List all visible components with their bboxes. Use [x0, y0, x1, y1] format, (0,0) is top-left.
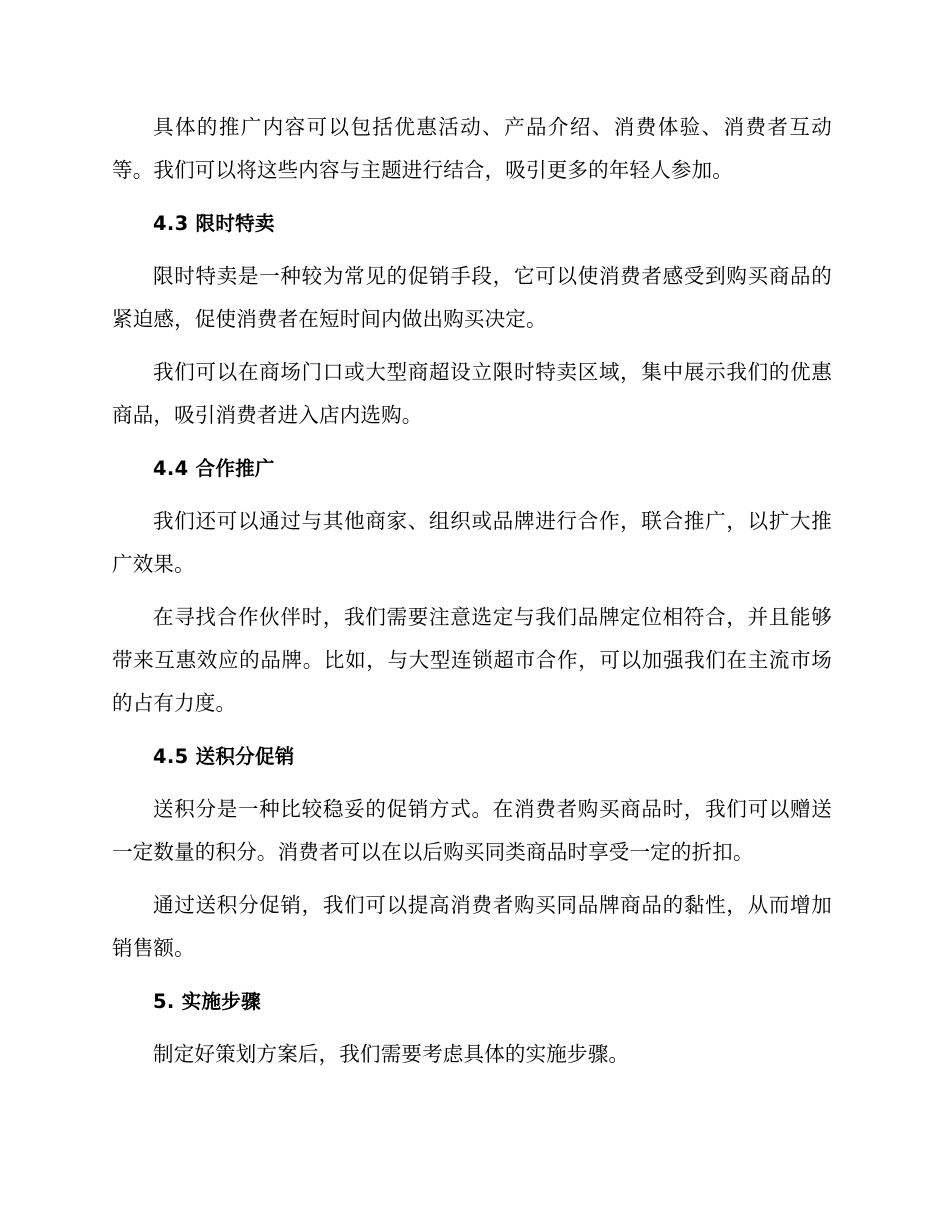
heading-flash-sale: 4.3 限时特卖: [153, 212, 275, 235]
paragraph-points-intro: 送积分是一种比较稳妥的促销方式。在消费者购买商品时，我们可以赠送一定数量的积分。消费者可以在以后购买同类商品时享受一定的折扣。: [112, 797, 832, 864]
document-page: [112, 106, 832, 1076]
paragraph-cooperation-intro: 我们还可以通过与其他商家、组织或品牌进行合作，联合推广，以扩大推广效果。: [112, 509, 832, 576]
paragraph-points-benefit: 通过送积分促销，我们可以提高消费者购买同品牌商品的黏性，从而增加销售额。: [112, 893, 832, 960]
paragraph-implementation-intro: 制定好策划方案后，我们需要考虑具体的实施步骤。: [153, 1042, 630, 1066]
paragraph-flash-sale-intro: 限时特卖是一种较为常见的促销手段，它可以使消费者感受到购买商品的紧迫感，促使消费者在短时间内做出购买决定。: [112, 264, 832, 331]
paragraph-promotion-content: 具体的推广内容可以包括优惠活动、产品介绍、消费体验、消费者互动等。我们可以将这些内容与主题进行结合，吸引更多的年轻人参加。: [112, 115, 832, 182]
paragraph-cooperation-partner: 在寻找合作伙伴时，我们需要注意选定与我们品牌定位相符合，并且能够带来互惠效应的品牌。比如，与大型连锁超市合作，可以加强我们在主流市场的占有力度。: [112, 605, 832, 715]
heading-points-promotion: 4.5 送积分促销: [153, 745, 295, 768]
paragraph-flash-sale-area: 我们可以在商场门口或大型商超设立限时特卖区域，集中展示我们的优惠商品，吸引消费者进入店内选购。: [112, 360, 832, 427]
heading-cooperation: 4.4 合作推广: [153, 457, 275, 480]
heading-implementation-steps: 5. 实施步骤: [153, 990, 261, 1013]
